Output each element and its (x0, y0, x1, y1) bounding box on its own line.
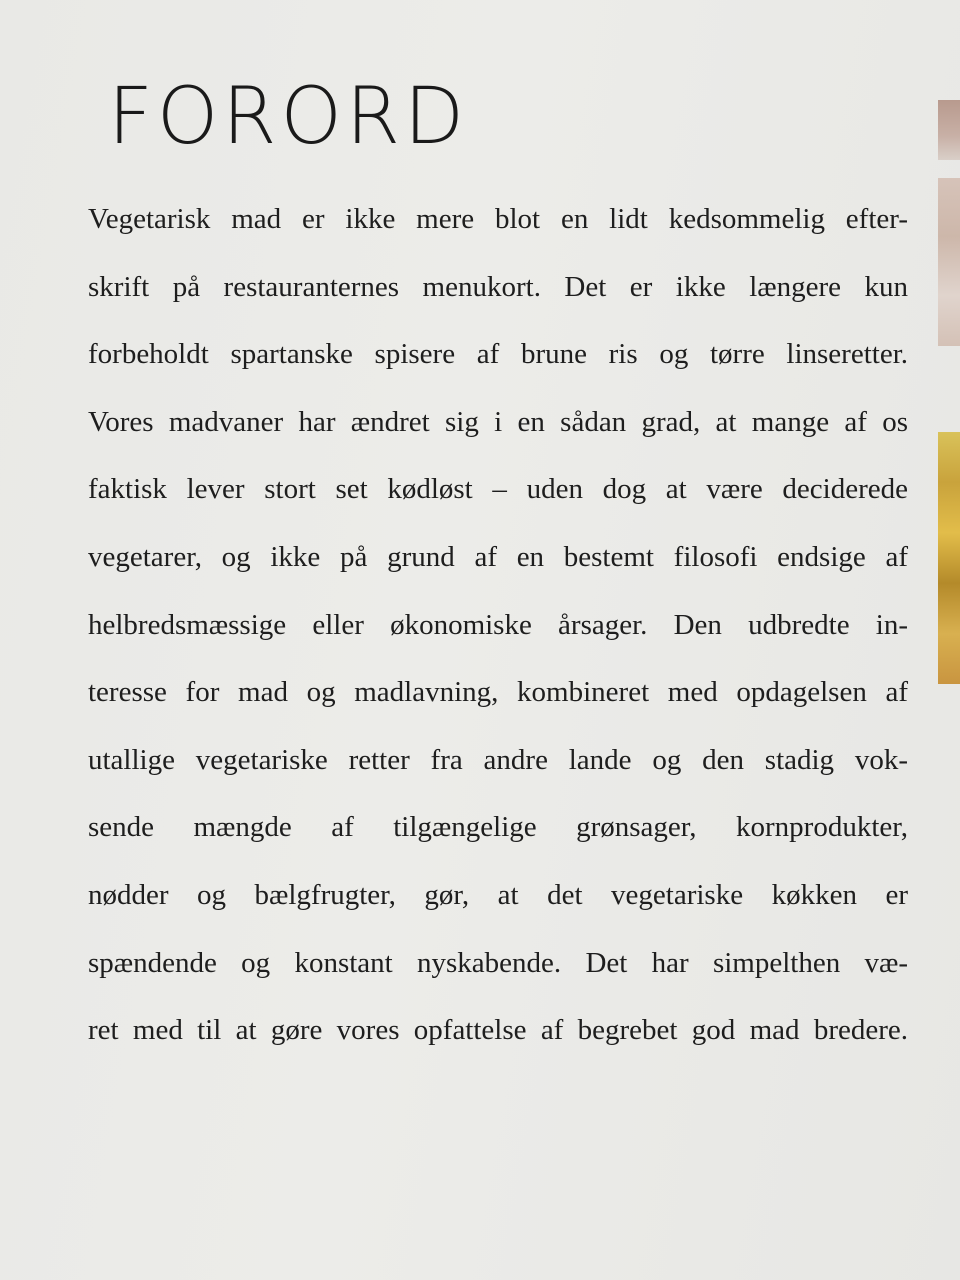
text-line: vegetarer, og ikke på grund af en bestemt filosofi endsige af (88, 540, 908, 573)
text-line: utallige vegetariske retter fra andre lande og den stadig vok- (88, 743, 908, 776)
text-line: forbeholdt spartanske spisere af brune ris og tørre linseretter. (88, 338, 908, 371)
text-line: teresse for mad og madlavning, kombineret med opdagelsen af (88, 676, 908, 709)
text-line: spændende og konstant nyskabende. Det har simpelthen væ- (88, 946, 908, 979)
page-title: FORORD (108, 72, 469, 162)
adjacent-page-image-edge (938, 100, 960, 160)
adjacent-page-image-edge (938, 178, 960, 346)
text-line: Vores madvaner har ændret sig i en sådan grad, at mange af os (88, 405, 908, 438)
text-line: sende mængde af tilgængelige grønsager, kornprodukter, (88, 811, 908, 844)
adjacent-page-food-photo-edge (938, 432, 960, 684)
text-line: Vegetarisk mad er ikke mere blot en lidt kedsommelig efter- (88, 203, 908, 235)
text-line: ret med til at gøre vores opfattelse af begrebet god mad bredere. (88, 1014, 908, 1047)
text-line: helbredsmæssige eller økonomiske årsager. Den udbredte in- (88, 608, 908, 641)
text-line: skrift på restauranternes menukort. Det er ikke længere kun (88, 270, 908, 303)
foreword-paragraph (88, 186, 908, 1065)
text-line: nødder og bælgfrugter, gør, at det vegetariske køkken er (88, 878, 908, 911)
text-line: faktisk lever stort set kødløst – uden dog at være deciderede (88, 473, 908, 506)
